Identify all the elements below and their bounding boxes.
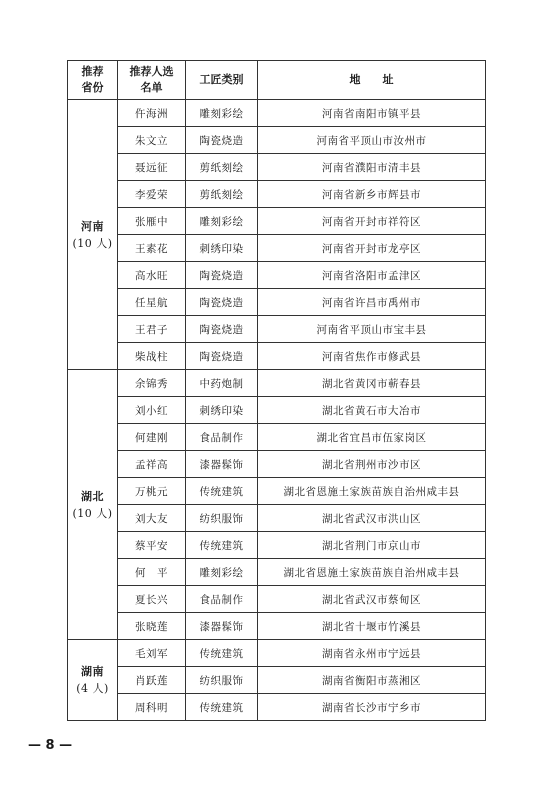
person-name-cell: 刘大友 <box>118 505 186 532</box>
table-row <box>68 694 486 721</box>
craft-category-cell: 漆器髹饰 <box>186 613 258 640</box>
table-row <box>68 289 486 316</box>
address-cell: 湖北省黄冈市蕲春县 <box>258 370 486 397</box>
address-cell: 湖南省长沙市宁乡市 <box>258 694 486 721</box>
province-name: 河南 <box>81 219 104 233</box>
address-cell: 湖南省衡阳市蒸湘区 <box>258 667 486 694</box>
address-cell: 河南省焦作市修武县 <box>258 343 486 370</box>
person-name-cell: 任星航 <box>118 289 186 316</box>
table-body <box>68 100 486 721</box>
address-cell: 河南省南阳市镇平县 <box>258 100 486 127</box>
table-row <box>68 478 486 505</box>
address-cell: 湖北省恩施土家族苗族自治州咸丰县 <box>258 478 486 505</box>
person-name-cell: 张晓莲 <box>118 613 186 640</box>
craft-category-cell: 雕刻彩绘 <box>186 208 258 235</box>
table-row <box>68 397 486 424</box>
table-header-row <box>68 61 486 100</box>
person-name-cell: 蔡平安 <box>118 532 186 559</box>
table-row <box>68 559 486 586</box>
person-name-cell: 王君子 <box>118 316 186 343</box>
table-row <box>68 208 486 235</box>
address-cell: 湖南省永州市宁远县 <box>258 640 486 667</box>
table-row <box>68 235 486 262</box>
table-row <box>68 154 486 181</box>
craft-category-cell: 刺绣印染 <box>186 235 258 262</box>
craft-category-cell: 传统建筑 <box>186 694 258 721</box>
craft-category-cell: 陶瓷烧造 <box>186 127 258 154</box>
table-row <box>68 532 486 559</box>
province-cell <box>68 640 118 721</box>
craft-category-cell: 陶瓷烧造 <box>186 289 258 316</box>
table-row <box>68 505 486 532</box>
address-cell: 湖北省宜昌市伍家岗区 <box>258 424 486 451</box>
address-cell: 湖北省武汉市洪山区 <box>258 505 486 532</box>
craft-category-cell: 陶瓷烧造 <box>186 262 258 289</box>
table-row <box>68 370 486 397</box>
person-name-cell: 张雁中 <box>118 208 186 235</box>
person-name-cell: 万桃元 <box>118 478 186 505</box>
craft-category-cell: 食品制作 <box>186 586 258 613</box>
table-row <box>68 640 486 667</box>
address-cell: 湖北省武汉市蔡甸区 <box>258 586 486 613</box>
province-count: (10 人) <box>72 506 113 520</box>
table-row <box>68 451 486 478</box>
province-name: 湖北 <box>81 489 104 503</box>
province-cell <box>68 100 118 370</box>
person-name-cell: 孟祥高 <box>118 451 186 478</box>
address-cell: 河南省平顶山市宝丰县 <box>258 316 486 343</box>
person-name-cell: 刘小红 <box>118 397 186 424</box>
craft-category-cell: 食品制作 <box>186 424 258 451</box>
person-name-cell: 柴战柱 <box>118 343 186 370</box>
address-cell: 湖北省十堰市竹溪县 <box>258 613 486 640</box>
address-cell: 河南省洛阳市孟津区 <box>258 262 486 289</box>
address-cell: 湖北省荆门市京山市 <box>258 532 486 559</box>
person-name-cell: 何 平 <box>118 559 186 586</box>
person-name-cell: 聂远征 <box>118 154 186 181</box>
person-name-cell: 李爱荣 <box>118 181 186 208</box>
craft-category-cell: 剪纸刻绘 <box>186 181 258 208</box>
page-number: — 8 — <box>28 738 73 753</box>
person-name-cell: 王素花 <box>118 235 186 262</box>
address-cell: 河南省开封市龙亭区 <box>258 235 486 262</box>
person-name-cell: 夏长兴 <box>118 586 186 613</box>
person-name-cell: 朱文立 <box>118 127 186 154</box>
craft-category-cell: 纺织服饰 <box>186 667 258 694</box>
table-row <box>68 262 486 289</box>
province-name: 湖南 <box>81 665 104 678</box>
address-cell: 河南省开封市祥符区 <box>258 208 486 235</box>
table-row <box>68 181 486 208</box>
craft-category-cell: 纺织服饰 <box>186 505 258 532</box>
table-row <box>68 100 486 127</box>
address-cell: 河南省濮阳市清丰县 <box>258 154 486 181</box>
address-cell: 河南省新乡市辉县市 <box>258 181 486 208</box>
header-province: 推荐 省份 <box>68 61 118 100</box>
person-name-cell: 毛刘军 <box>118 640 186 667</box>
person-name-cell: 高水旺 <box>118 262 186 289</box>
province-cell <box>68 370 118 640</box>
table-row <box>68 424 486 451</box>
province-count: (4 人) <box>76 682 109 695</box>
craft-category-cell: 传统建筑 <box>186 532 258 559</box>
header-craft-category: 工匠类别 <box>186 61 258 100</box>
table-row <box>68 343 486 370</box>
recommendation-table <box>67 60 486 721</box>
craft-category-cell: 陶瓷烧造 <box>186 316 258 343</box>
address-cell: 河南省许昌市禹州市 <box>258 289 486 316</box>
person-name-cell: 余锦秀 <box>118 370 186 397</box>
craft-category-cell: 漆器髹饰 <box>186 451 258 478</box>
address-cell: 湖北省恩施土家族苗族自治州咸丰县 <box>258 559 486 586</box>
table-row <box>68 586 486 613</box>
address-cell: 湖北省黄石市大冶市 <box>258 397 486 424</box>
craft-category-cell: 中药炮制 <box>186 370 258 397</box>
craft-category-cell: 剪纸刻绘 <box>186 154 258 181</box>
craft-category-cell: 传统建筑 <box>186 478 258 505</box>
address-cell: 湖北省荆州市沙市区 <box>258 451 486 478</box>
province-count: (10 人) <box>72 236 113 250</box>
person-name-cell: 肖跃莲 <box>118 667 186 694</box>
craft-category-cell: 刺绣印染 <box>186 397 258 424</box>
craft-category-cell: 雕刻彩绘 <box>186 100 258 127</box>
person-name-cell: 仵海洲 <box>118 100 186 127</box>
header-person: 推荐人选 名单 <box>118 61 186 100</box>
craft-category-cell: 雕刻彩绘 <box>186 559 258 586</box>
address-cell: 河南省平顶山市汝州市 <box>258 127 486 154</box>
table-row <box>68 613 486 640</box>
person-name-cell: 何建刚 <box>118 424 186 451</box>
craft-category-cell: 传统建筑 <box>186 640 258 667</box>
header-address: 地 址 <box>258 61 486 100</box>
craft-category-cell: 陶瓷烧造 <box>186 343 258 370</box>
table-row <box>68 316 486 343</box>
table-row <box>68 667 486 694</box>
table-row <box>68 127 486 154</box>
person-name-cell: 周科明 <box>118 694 186 721</box>
